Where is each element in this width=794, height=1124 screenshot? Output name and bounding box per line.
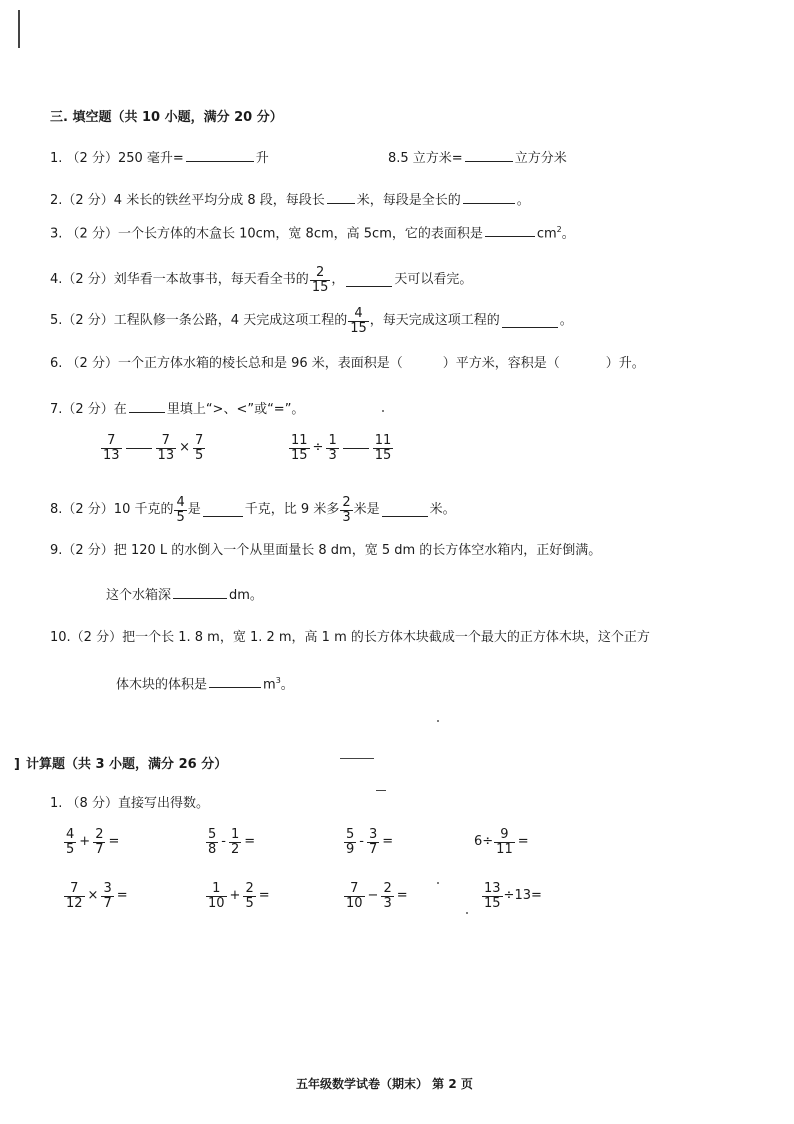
q7-e2-c-num: 11 xyxy=(374,432,392,448)
q4-fraction xyxy=(310,266,331,295)
q7-e2-frac-c xyxy=(373,434,394,463)
q7-e1-a-den: 13 xyxy=(103,447,120,463)
q5-text-a: 5.（2 分）工程队修一条公路，4 天完成这项工程的 xyxy=(50,313,348,328)
calc-equals: = xyxy=(396,888,408,903)
frac-num: 7 xyxy=(70,880,79,896)
q5-frac-den: 15 xyxy=(350,320,367,336)
question-4 xyxy=(50,262,472,298)
frac-den: 10 xyxy=(346,895,363,911)
q7-e2-frac-a xyxy=(289,434,310,463)
question-7 xyxy=(50,400,304,418)
calc-frac xyxy=(206,828,218,857)
q7-e2-compare-blank[interactable] xyxy=(343,448,369,449)
q8-text-c: 千克，比 9 米多 xyxy=(244,502,340,517)
question-10: 10.（2 分）把一个长 1. 8 m，宽 1. 2 m，高 1 m 的长方体木块截成一个最大的正方体木块，这个正方 xyxy=(50,630,650,645)
q10-unit: m xyxy=(263,677,276,693)
q3-end: 。 xyxy=(561,226,575,242)
q7-e1-a-num: 7 xyxy=(107,432,116,448)
calc-operator: − xyxy=(367,888,379,903)
calc-frac xyxy=(344,882,365,911)
q8-f2-num: 2 xyxy=(342,494,351,510)
q5-text-c: 。 xyxy=(559,313,573,328)
calc-operator: + xyxy=(229,888,241,903)
q8-blank-b[interactable] xyxy=(382,504,428,517)
calc-frac xyxy=(101,882,113,911)
calc-item-1-4 xyxy=(474,824,531,860)
q7-expression-2 xyxy=(288,430,394,466)
q8-text-b: 是 xyxy=(187,502,201,517)
calc-item-2-3 xyxy=(343,878,410,914)
q7-e1-operator: × xyxy=(179,440,190,455)
frac-num: 2 xyxy=(245,880,254,896)
scan-speck xyxy=(466,912,468,914)
calc-operator: + xyxy=(79,834,91,849)
q7-expression-1 xyxy=(100,430,206,466)
q7-e1-frac-b xyxy=(156,434,177,463)
scan-stroke-mark xyxy=(340,758,374,759)
calc-item-2-2 xyxy=(205,878,272,914)
page-footer: 五年级数学试卷（期末） 第 2 页 xyxy=(296,1077,473,1091)
question-6 xyxy=(50,356,645,372)
q8-fraction-1 xyxy=(174,496,186,525)
calc-frac xyxy=(367,828,379,857)
frac-num: 5 xyxy=(208,826,217,842)
calc-item-1-1 xyxy=(63,824,121,860)
q9-text-b: dm。 xyxy=(229,588,263,603)
calc-lead: 6÷ xyxy=(474,834,494,849)
q5-text-b: ，每天完成这项工程的 xyxy=(369,313,500,328)
calc-tail: ÷13= xyxy=(503,888,542,903)
calc-equals: = xyxy=(116,888,128,903)
q7-text-a: 7.（2 分）在 xyxy=(50,402,127,417)
question-1 xyxy=(50,149,269,167)
frac-den: 12 xyxy=(66,895,83,911)
q1-blank-b[interactable] xyxy=(465,149,513,162)
question-1b xyxy=(388,149,567,167)
q4-text-a: 4.（2 分）刘华看一本故事书，每天看全书的 xyxy=(50,272,309,287)
calc-equals: = xyxy=(517,834,529,849)
q3-blank[interactable] xyxy=(485,224,535,237)
q8-f1-num: 4 xyxy=(176,494,185,510)
q1-prefix: 1. （2 分）250 毫升= xyxy=(50,151,184,166)
question-10-line2 xyxy=(116,673,294,693)
q7-e1-frac-c xyxy=(193,434,205,463)
q2-blank-b[interactable] xyxy=(463,191,515,204)
frac-den: 7 xyxy=(103,895,112,911)
frac-den: 11 xyxy=(496,841,513,857)
frac-den: 10 xyxy=(208,895,225,911)
q4-text-c: 天可以看完。 xyxy=(394,272,473,287)
q8-f1-den: 5 xyxy=(176,509,185,525)
q8-text-a: 8.（2 分）10 千克的 xyxy=(50,502,174,517)
calc-item-1-2 xyxy=(205,824,257,860)
frac-den: 5 xyxy=(66,841,75,857)
frac-den: 2 xyxy=(230,841,240,857)
q10-end: 。 xyxy=(280,677,294,693)
q7-e1-compare-blank[interactable] xyxy=(126,448,152,449)
frac-num: 1 xyxy=(230,826,240,842)
frac-den: 7 xyxy=(368,841,378,857)
q10-text-a: 体木块的体积是 xyxy=(116,677,208,693)
q7-e1-c-den: 5 xyxy=(195,447,204,463)
scan-speck xyxy=(382,410,384,412)
calc-frac xyxy=(344,828,356,857)
calc-frac xyxy=(64,882,85,911)
calc-equals: = xyxy=(382,834,394,849)
q7-e2-b-den: 3 xyxy=(328,447,337,463)
frac-num: 1 xyxy=(212,880,221,896)
calc-frac xyxy=(381,882,393,911)
q1-unit-b: 立方分米 xyxy=(514,151,567,166)
section-4-title-mark: ] xyxy=(14,757,20,772)
question-9-line2 xyxy=(106,586,263,604)
q7-e1-b-num: 7 xyxy=(161,432,170,448)
q2-text-a: 2.（2 分）4 米长的铁丝平均分成 8 段，每段长 xyxy=(50,193,325,208)
scan-edge-mark xyxy=(18,10,20,48)
q1-part-b: 8.5 立方米= xyxy=(388,151,463,166)
calc-frac xyxy=(229,828,241,857)
q9-text-a: 这个水箱深 xyxy=(106,588,172,603)
calc-operator: - xyxy=(221,834,226,849)
q5-blank[interactable] xyxy=(502,315,558,328)
q4-frac-den: 15 xyxy=(311,279,329,295)
question-8 xyxy=(50,492,456,528)
frac-den: 9 xyxy=(346,841,355,857)
q3-unit-sup: 2 xyxy=(556,225,562,234)
q7-e2-c-den: 15 xyxy=(374,447,392,463)
calc-operator: - xyxy=(359,834,364,849)
frac-num: 9 xyxy=(500,826,509,842)
q6-text-b: ）平方米，容积是（ xyxy=(442,356,560,371)
q2-blank-a[interactable] xyxy=(327,191,355,204)
calc-frac xyxy=(243,882,255,911)
frac-num: 2 xyxy=(95,826,104,842)
question-3 xyxy=(50,222,575,242)
q4-text-b: ， xyxy=(331,272,345,287)
scan-speck xyxy=(437,720,439,722)
frac-num: 3 xyxy=(368,826,378,842)
q9-blank[interactable] xyxy=(173,586,227,599)
q4-frac-num: 2 xyxy=(315,264,325,280)
q3-unit: cm xyxy=(536,226,557,242)
frac-num: 2 xyxy=(383,880,392,896)
q4-blank[interactable] xyxy=(346,274,392,287)
q7-blank xyxy=(129,400,165,413)
calc-equals: = xyxy=(108,834,120,849)
frac-num: 7 xyxy=(350,880,359,896)
q2-text-c: 。 xyxy=(516,193,530,208)
frac-den: 8 xyxy=(208,841,217,857)
q7-e2-operator: ÷ xyxy=(312,440,324,455)
q7-e2-a-num: 11 xyxy=(291,432,308,448)
frac-num: 13 xyxy=(484,880,501,896)
question-5 xyxy=(50,303,573,339)
frac-den: 7 xyxy=(95,841,104,857)
calc-equals: = xyxy=(258,888,270,903)
q7-text-b: 里填上“>、<”或“=”。 xyxy=(166,402,305,417)
calc-q1-label: 1. （8 分）直接写出得数。 xyxy=(50,796,209,811)
q1-unit-a: 升 xyxy=(255,151,269,166)
q1-blank-a[interactable] xyxy=(186,149,254,162)
calc-operator: × xyxy=(87,888,99,903)
calc-item-1-3 xyxy=(343,824,395,860)
frac-den: 5 xyxy=(245,895,254,911)
calc-frac xyxy=(482,882,503,911)
question-9: 9.（2 分）把 120 L 的水倒入一个从里面量长 8 dm，宽 5 dm 的长方体空水箱内，正好倒满。 xyxy=(50,543,602,558)
frac-den: 15 xyxy=(484,895,501,911)
calc-item-2-4 xyxy=(481,878,542,914)
q7-e2-a-den: 15 xyxy=(291,447,308,463)
q7-e2-b-num: 1 xyxy=(328,432,337,448)
calc-frac xyxy=(494,828,515,857)
q6-text-c: ）升。 xyxy=(605,356,645,371)
scan-stroke-mark xyxy=(376,790,386,791)
q8-fraction-2 xyxy=(340,496,352,525)
calc-frac xyxy=(93,828,105,857)
section-4-title xyxy=(14,757,227,773)
scan-speck xyxy=(437,882,439,884)
q3-text-a: 3. （2 分）一个长方体的木盒长 10cm，宽 8cm，高 5cm，它的表面积是 xyxy=(50,226,483,242)
q7-e1-frac-a xyxy=(101,434,122,463)
q10-unit-sup: 3 xyxy=(275,676,281,685)
frac-num: 5 xyxy=(346,826,355,842)
q8-f2-den: 3 xyxy=(342,509,351,525)
q7-e1-c-num: 7 xyxy=(195,432,204,448)
calc-item-2-1 xyxy=(63,878,130,914)
question-2 xyxy=(50,191,530,209)
q10-blank[interactable] xyxy=(209,675,261,688)
q8-text-d: 米是 xyxy=(353,502,380,517)
q5-frac-num: 4 xyxy=(354,305,363,321)
q7-e1-b-den: 13 xyxy=(157,447,175,463)
calc-equals: = xyxy=(244,834,256,849)
calc-frac xyxy=(206,882,227,911)
q7-e2-frac-b xyxy=(326,434,338,463)
frac-num: 3 xyxy=(103,880,112,896)
q6-text-a: 6. （2 分）一个正方体水箱的棱长总和是 96 米，表面积是（ xyxy=(50,356,403,371)
frac-num: 4 xyxy=(66,826,75,842)
q8-text-e: 米。 xyxy=(429,502,456,517)
frac-den: 3 xyxy=(383,895,392,911)
q8-blank-a[interactable] xyxy=(203,504,243,517)
q5-fraction xyxy=(348,307,369,336)
section-3-title: 三. 填空题（共 10 小题，满分 20 分） xyxy=(50,110,283,125)
calc-frac xyxy=(64,828,76,857)
q2-text-b: 米，每段是全长的 xyxy=(356,193,461,208)
section-4-title-text: 计算题（共 3 小题，满分 26 分） xyxy=(25,757,228,772)
